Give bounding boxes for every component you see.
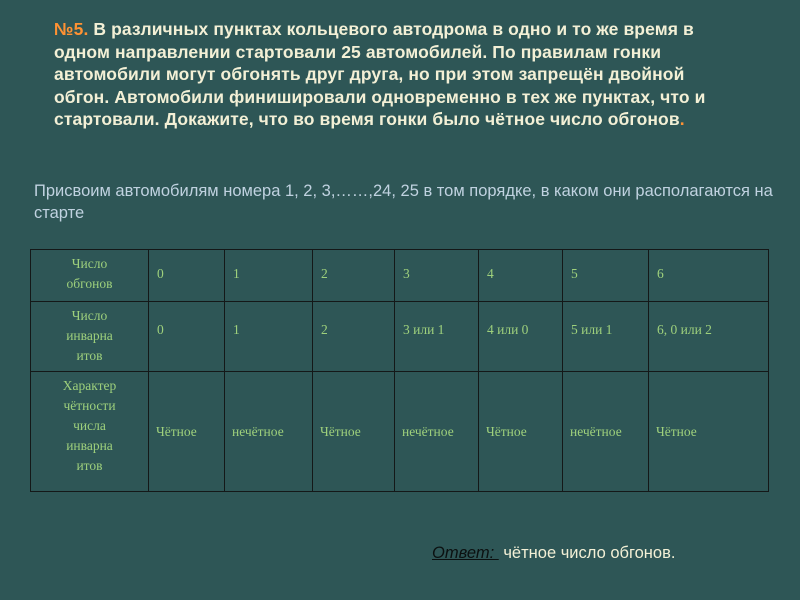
table-cell: Чётное	[313, 372, 395, 492]
table-cell: Чётное	[479, 372, 563, 492]
problem-text: В различных пунктах кольцевого автодрома в одно и то же время в одном направлении стартовали 25 автомобилей. По правилам гонки автомобили могут обгонять друг друга, но при этом запрещён двойной обгон. Автомобили финишировали одновременно в тех же пунктах, что и стартовали. Докажите, что во время гонки было чётное число обгонов	[54, 19, 706, 129]
table-row-overtakes	[31, 250, 769, 302]
row-label-invariants: Число инварна итов	[31, 302, 149, 372]
problem-number: №5.	[54, 19, 89, 39]
row-label-overtakes: Число обгонов	[31, 250, 149, 302]
table-row-parity	[31, 372, 769, 492]
table-cell: 5 или 1	[563, 302, 649, 372]
answer	[432, 544, 675, 563]
table-cell: нечётное	[225, 372, 313, 492]
problem-statement	[54, 18, 744, 131]
table-cell: Чётное	[149, 372, 225, 492]
table-cell: 2	[313, 250, 395, 302]
problem-end-dot: .	[679, 109, 685, 129]
table-row-invariants	[31, 302, 769, 372]
table-cell: нечётное	[563, 372, 649, 492]
table-cell: 3 или 1	[395, 302, 479, 372]
row-label-parity: Характер чётности числа инварна итов	[31, 372, 149, 492]
answer-label: Ответ:	[432, 544, 499, 562]
table-cell: 5	[563, 250, 649, 302]
intro-text: Присвоим автомобилям номера 1, 2, 3,……,24, 25 в том порядке, в каком они располагаются на старте	[34, 182, 773, 222]
table-cell: 6	[649, 250, 769, 302]
table-cell: 4	[479, 250, 563, 302]
overtakes-table	[30, 249, 769, 492]
table-cell: Чётное	[649, 372, 769, 492]
table-cell: 0	[149, 302, 225, 372]
table-cell: 2	[313, 302, 395, 372]
table-cell: 0	[149, 250, 225, 302]
table-cell: нечётное	[395, 372, 479, 492]
table-cell: 1	[225, 302, 313, 372]
table-cell: 6, 0 или 2	[649, 302, 769, 372]
table-cell: 3	[395, 250, 479, 302]
table-cell: 4 или 0	[479, 302, 563, 372]
table-cell: 1	[225, 250, 313, 302]
answer-text: чётное число обгонов.	[503, 544, 676, 562]
